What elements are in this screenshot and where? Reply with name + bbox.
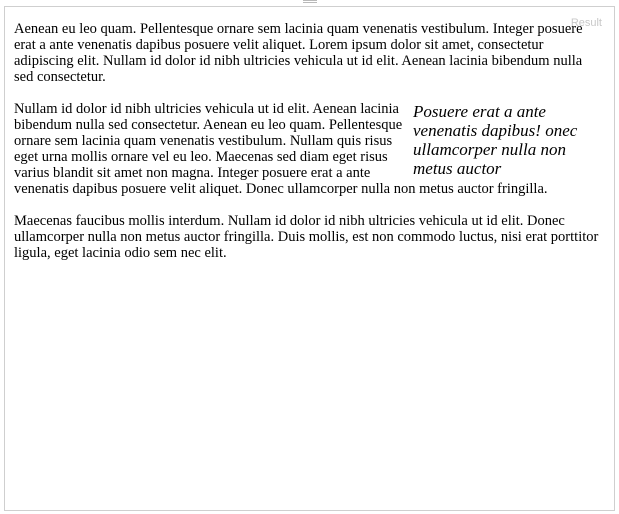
result-label: Result (570, 17, 602, 29)
paragraph-2 (14, 101, 599, 197)
handle-line (303, 2, 317, 3)
result-frame (4, 6, 615, 511)
paragraph-2-text: Nullam id dolor id nibh ultricies vehicula ut id elit. Aenean lacinia bibendum nulla sed consectetur. Aenean eu leo quam. Pellentesque ornare sem lacinia quam venenatis vestibulum. Nullam quis risus eget urna mollis ornare vel eu leo. Maecenas sed diam eget risus varius blandit sit amet non magna. Integer posuere erat a ante venenatis dapibus posuere velit aliquet. Donec ullamcorper nulla non metus auctor fringilla. (14, 101, 548, 197)
handle-line (303, 0, 317, 1)
article-content (14, 21, 599, 277)
paragraph-3: Maecenas faucibus mollis interdum. Nullam id dolor id nibh ultricies vehicula ut id elit. Donec ullamcorper nulla non metus auctor fringilla. Duis mollis, est non commodo luctus, nisi erat porttitor ligula, eget lacinia odio sem nec elit. (14, 213, 599, 261)
pullquote: Posuere erat a ante venenatis dapibus! onec ullamcorper nulla non metus auctor (413, 102, 578, 178)
paragraph-1: Aenean eu leo quam. Pellentesque ornare sem lacinia quam venenatis vestibulum. Integer posuere erat a ante venenatis dapibus posuere velit aliquet. Lorem ipsum dolor sit amet, consectetur adipiscing elit. Nullam id dolor id nibh ultricies vehicula ut id elit. Aenean lacinia bibendum nulla sed consectetur. (14, 21, 583, 85)
resize-handle[interactable] (303, 0, 317, 5)
